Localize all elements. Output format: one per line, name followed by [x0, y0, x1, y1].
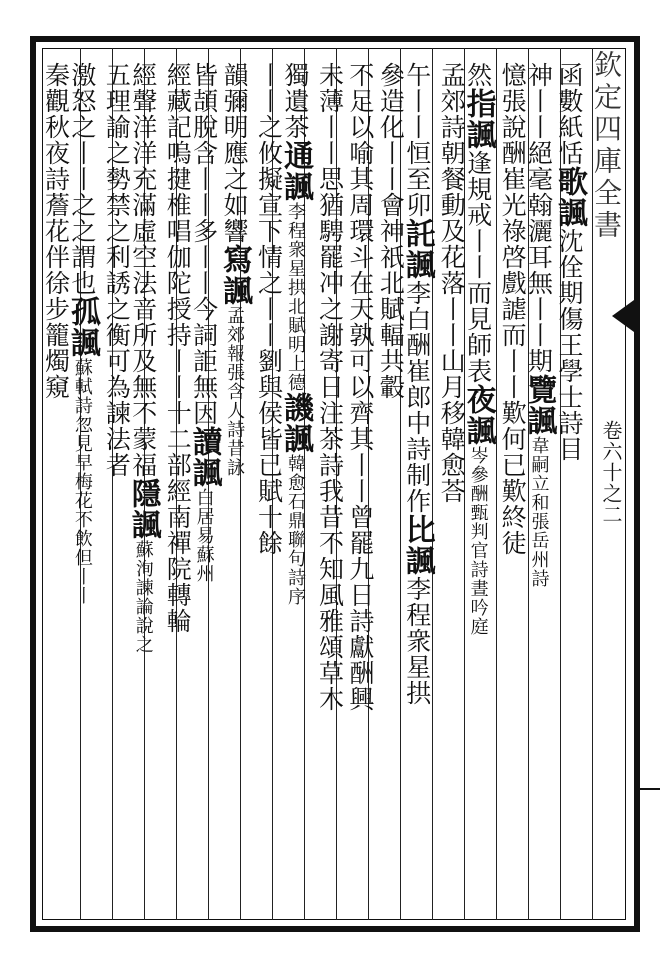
text-column	[376, 62, 408, 912]
text-segment: 韋嗣立和張岳州詩	[528, 436, 550, 588]
text-column	[345, 62, 377, 912]
entry-heading: 隱諷	[125, 478, 161, 540]
text-column	[163, 62, 195, 912]
text-segment: 孟郊報張含人詩昔詠	[224, 306, 246, 477]
entry-heading: 通諷	[277, 140, 313, 202]
entry-heading: 孤諷	[64, 296, 100, 358]
text-column	[125, 62, 164, 912]
text-segment: 五理諭之勢禁之利誘之	[102, 62, 132, 322]
text-column	[277, 62, 317, 912]
entry-heading: 覽諷	[521, 374, 557, 436]
book-title: 欽定四庫全書	[590, 50, 623, 242]
text-segment: 絕毫翰灑耳無丨丨期	[524, 140, 554, 374]
text-segment: 韻彌明應之如響	[220, 62, 250, 244]
text-segment: 花落丨丨山月移韓愈荅	[437, 244, 467, 504]
text-segment: 丨丨歎何已歎終徒	[498, 348, 528, 556]
text-column	[437, 62, 469, 912]
text-segment: 不足以喻其周環斗在天孰可以齊其丨丨曾罷九日詩獻酬興	[345, 62, 375, 712]
entry-heading: 指諷	[460, 88, 496, 150]
text-segment: 衡可為諫法者	[102, 322, 132, 478]
text-segment: 孟郊詩朝餐動及	[437, 62, 467, 244]
text-column	[102, 62, 134, 912]
text-column	[315, 62, 347, 912]
text-segment: 神丨丨	[524, 62, 554, 140]
entry-heading: 歌諷	[551, 166, 587, 228]
text-column	[41, 62, 73, 912]
text-column	[217, 62, 256, 912]
text-column	[399, 62, 438, 912]
text-segment: 李程衆星拱北賦明上德	[284, 202, 306, 392]
text-segment: 憶	[498, 62, 528, 88]
entry-heading: 譏諷	[277, 392, 313, 454]
text-segment: 未薄丨丨思猶騁罷冲之謝寄日注茶詩我昔不知風雅頌草木	[315, 62, 345, 712]
entry-heading: 比諷	[399, 514, 435, 576]
text-segment: 北賦輻共轂	[376, 270, 406, 400]
edge-mark	[640, 788, 660, 790]
text-segment: 然	[463, 62, 493, 88]
text-segment: 激怒之丨丨之之謂也	[67, 62, 97, 296]
text-column	[64, 62, 103, 912]
text-column	[186, 62, 225, 912]
text-column	[254, 62, 286, 912]
entry-heading: 託諷	[399, 218, 435, 280]
entry-heading: 夜諷	[460, 384, 496, 446]
text-segment: 經聲洋洋充滿虛空法音所及無不蒙福	[128, 62, 158, 478]
fishtail-mark	[612, 300, 634, 332]
text-segment: 李白酬崔郎中詩制作	[402, 280, 432, 514]
text-segment: 秦觀秋夜詩薝花伴徐步籠燭窺	[41, 62, 71, 400]
volume-label: 卷六十之二	[599, 420, 623, 525]
text-segment: 多丨丨今詞詎無因	[189, 218, 219, 426]
text-segment: 張說酬崔光祿啓戲謔而	[498, 88, 528, 348]
text-segment: 經藏記嗚揵椎唱伽陀授持丨丨十二部經	[163, 62, 193, 504]
text-segment: 李程衆星拱	[402, 576, 432, 706]
text-segment: 獨遺茶	[280, 62, 310, 140]
text-segment: 丨丨	[254, 62, 284, 114]
entry-heading: 寫諷	[217, 244, 253, 306]
text-segment: 南禪院轉輪	[163, 504, 193, 634]
text-segment: 午丨丨恒至卯	[402, 62, 432, 218]
text-segment: 劉與侯皆已賦十餘	[254, 348, 284, 556]
text-segment: 皆頡脫含丨丨	[189, 62, 219, 218]
entry-heading: 讀諷	[186, 426, 222, 488]
text-segment: 韓愈石鼎聯句詩序	[284, 454, 306, 606]
text-segment: 蘇軾詩忽見早梅花不飲但丨丨	[71, 358, 93, 605]
text-column	[521, 62, 560, 912]
text-segment: 白居易蘇州	[193, 488, 215, 583]
text-segment: 參造化丨丨會神祇	[376, 62, 406, 270]
text-segment: 岑參酬甄判官詩晝吟庭	[467, 446, 489, 636]
text-segment: 之攸擬宣下情之丨丨	[254, 114, 284, 348]
text-segment: 沈佺期傷王學士詩目	[554, 228, 584, 462]
text-segment: 逢規戒丨丨而見師表	[463, 150, 493, 384]
text-column	[460, 62, 499, 912]
text-column	[551, 62, 591, 912]
text-column	[498, 62, 530, 912]
text-segment: 蘇洵諫論說之	[132, 540, 154, 654]
text-segment: 函數紙恬	[554, 62, 584, 166]
